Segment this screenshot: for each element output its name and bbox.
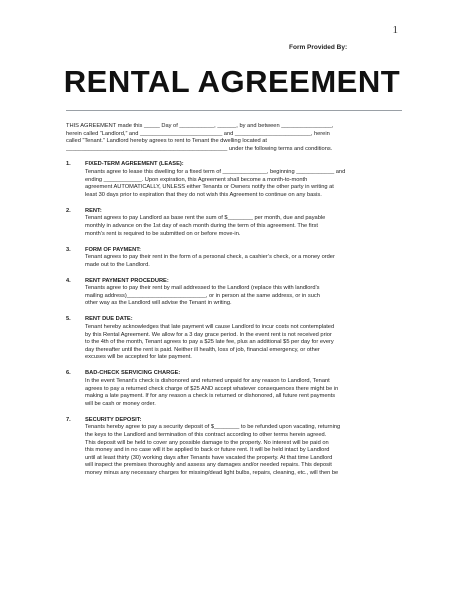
section-heading: SECURITY DEPOSIT: xyxy=(85,416,142,423)
section-line: agrees to pay a returned check charge of $25 AND accept whatever consequences there might be in xyxy=(85,385,339,392)
intro-line: THIS AGREEMENT made this _____ Day of ___________, ______, by and between ________________, xyxy=(66,123,334,129)
intro-line: herein called “Landlord,” and __________________________ and ________________________, herein xyxy=(66,130,330,137)
intro-paragraph xyxy=(66,123,400,153)
section-number: 5. xyxy=(66,316,71,323)
section-line: agreement AUTOMATICALLY, UNLESS either Tenants or Owners notify the other party in writing at xyxy=(85,184,334,191)
section-heading: FIXED-TERM AGREEMENT (LEASE): xyxy=(85,161,184,168)
section-line: This deposit will be held to cover any possible damage to the property. No interest will be paid on xyxy=(85,439,329,446)
section-line: monthly in advance on the 1st day of each month during the term of this agreement. The first xyxy=(85,222,318,229)
sections-list xyxy=(66,161,400,477)
section-body xyxy=(85,254,400,269)
section-line: by this Rental Agreement. We allow for a 3 day grace period. In the event rent is not received prior xyxy=(85,331,332,338)
section-line: In the event Tenant’s check is dishonored and returned unpaid for any reason to Landlord, Tenant xyxy=(85,377,330,384)
intro-line: called “Tenant.” Landlord hereby agrees to rent to Tenant the dwelling located at xyxy=(66,138,267,145)
section-line: to the 4th of the month, Tenant agrees to pay a $25 late fee, plus an additional $5 per day for every xyxy=(85,339,334,346)
section-line: Tenant hereby acknowledges that late payment will cause Landlord to incur costs not contemplated xyxy=(85,324,335,331)
title-divider xyxy=(66,110,402,111)
section-7 xyxy=(66,417,400,478)
section-line: until at least thirty (30) working days after Tenants have vacated the property. At that time Landlord xyxy=(85,454,333,461)
section-line: mailing address)_________________________, or in person at the same address, or in such xyxy=(85,292,320,299)
section-line: will inspect the premises thoroughly and assess any damages and/or needed repairs. This deposit xyxy=(85,462,332,469)
section-heading: BAD-CHECK SERVICING CHARGE: xyxy=(85,370,181,377)
section-line: least 30 days prior to expiration that they do not wish this Agreement to continue on any basis. xyxy=(85,191,322,198)
section-body xyxy=(85,324,400,362)
section-line: day thereafter until the rent is paid. Neither ill health, loss of job, financial emergency, or other xyxy=(85,346,320,353)
section-line: ending ____________. Upon expiration, this Agreement shall become a month-to-month xyxy=(85,176,308,183)
section-5 xyxy=(66,316,400,362)
section-line: Tenants agree to lease this dwelling for a fixed term of ______________, beginning ____________ and xyxy=(85,168,346,175)
section-heading: RENT PAYMENT PROCEDURE: xyxy=(85,277,169,284)
section-line: Tenant agrees to pay their rent in the form of a personal check, a cashier’s check, or a money order xyxy=(85,254,335,261)
section-line: will be cash or money order. xyxy=(85,400,156,407)
section-body xyxy=(85,215,400,238)
section-6 xyxy=(66,370,400,408)
section-body xyxy=(85,424,400,477)
agreement-body xyxy=(66,123,400,486)
section-2 xyxy=(66,208,400,238)
section-number: 1. xyxy=(66,161,71,168)
section-line: the keys to the Landlord and termination of this contract according to other terms herein agreed. xyxy=(85,431,327,438)
page-number: 1 xyxy=(392,24,398,36)
section-number: 7. xyxy=(66,416,71,423)
section-line: Tenants agree to pay their rent by mail addressed to the Landlord (replace this with landlord’s xyxy=(85,285,320,292)
section-heading: FORM OF PAYMENT: xyxy=(85,246,141,253)
section-heading: RENT DUE DATE: xyxy=(85,316,133,323)
section-heading: RENT: xyxy=(85,207,102,214)
section-number: 2. xyxy=(66,207,71,214)
section-number: 3. xyxy=(66,246,71,253)
section-3 xyxy=(66,247,400,270)
section-line: Tenant agrees to pay Landlord as base rent the sum of $________ per month, due and payable xyxy=(85,215,326,222)
section-line: month’s rent is required to be submitted on or before move-in. xyxy=(85,230,241,237)
section-body xyxy=(85,378,400,408)
section-line: Tenants hereby agree to pay a security deposit of $________ to be refunded upon vacating, returning xyxy=(85,424,341,431)
document-title: RENTAL AGREEMENT xyxy=(63,64,401,99)
section-1 xyxy=(66,161,400,199)
section-line: made out to the Landlord. xyxy=(85,261,150,268)
section-line: money minus any necessary charges for missing/dead light bulbs, repairs, cleaning, etc., will then be xyxy=(85,469,339,476)
section-number: 6. xyxy=(66,370,71,377)
section-line: other way as the Landlord will advise the Tenant in writing. xyxy=(85,300,232,307)
section-line: making a late payment. If for any reason a check is returned or dishonored, all future rent payments xyxy=(85,393,336,400)
section-body xyxy=(85,169,400,199)
form-provided-by: Form Provided By: xyxy=(289,44,348,51)
intro-line: ___________________________________________________ under the following terms and conditions. xyxy=(66,145,333,152)
section-line: excuses will be accepted for late payment. xyxy=(85,354,192,361)
section-number: 4. xyxy=(66,277,71,284)
section-line: this money and in no case will it be applied to back or future rent. It will be held intact by Landlord xyxy=(85,447,330,454)
section-body xyxy=(85,285,400,308)
section-4 xyxy=(66,278,400,308)
